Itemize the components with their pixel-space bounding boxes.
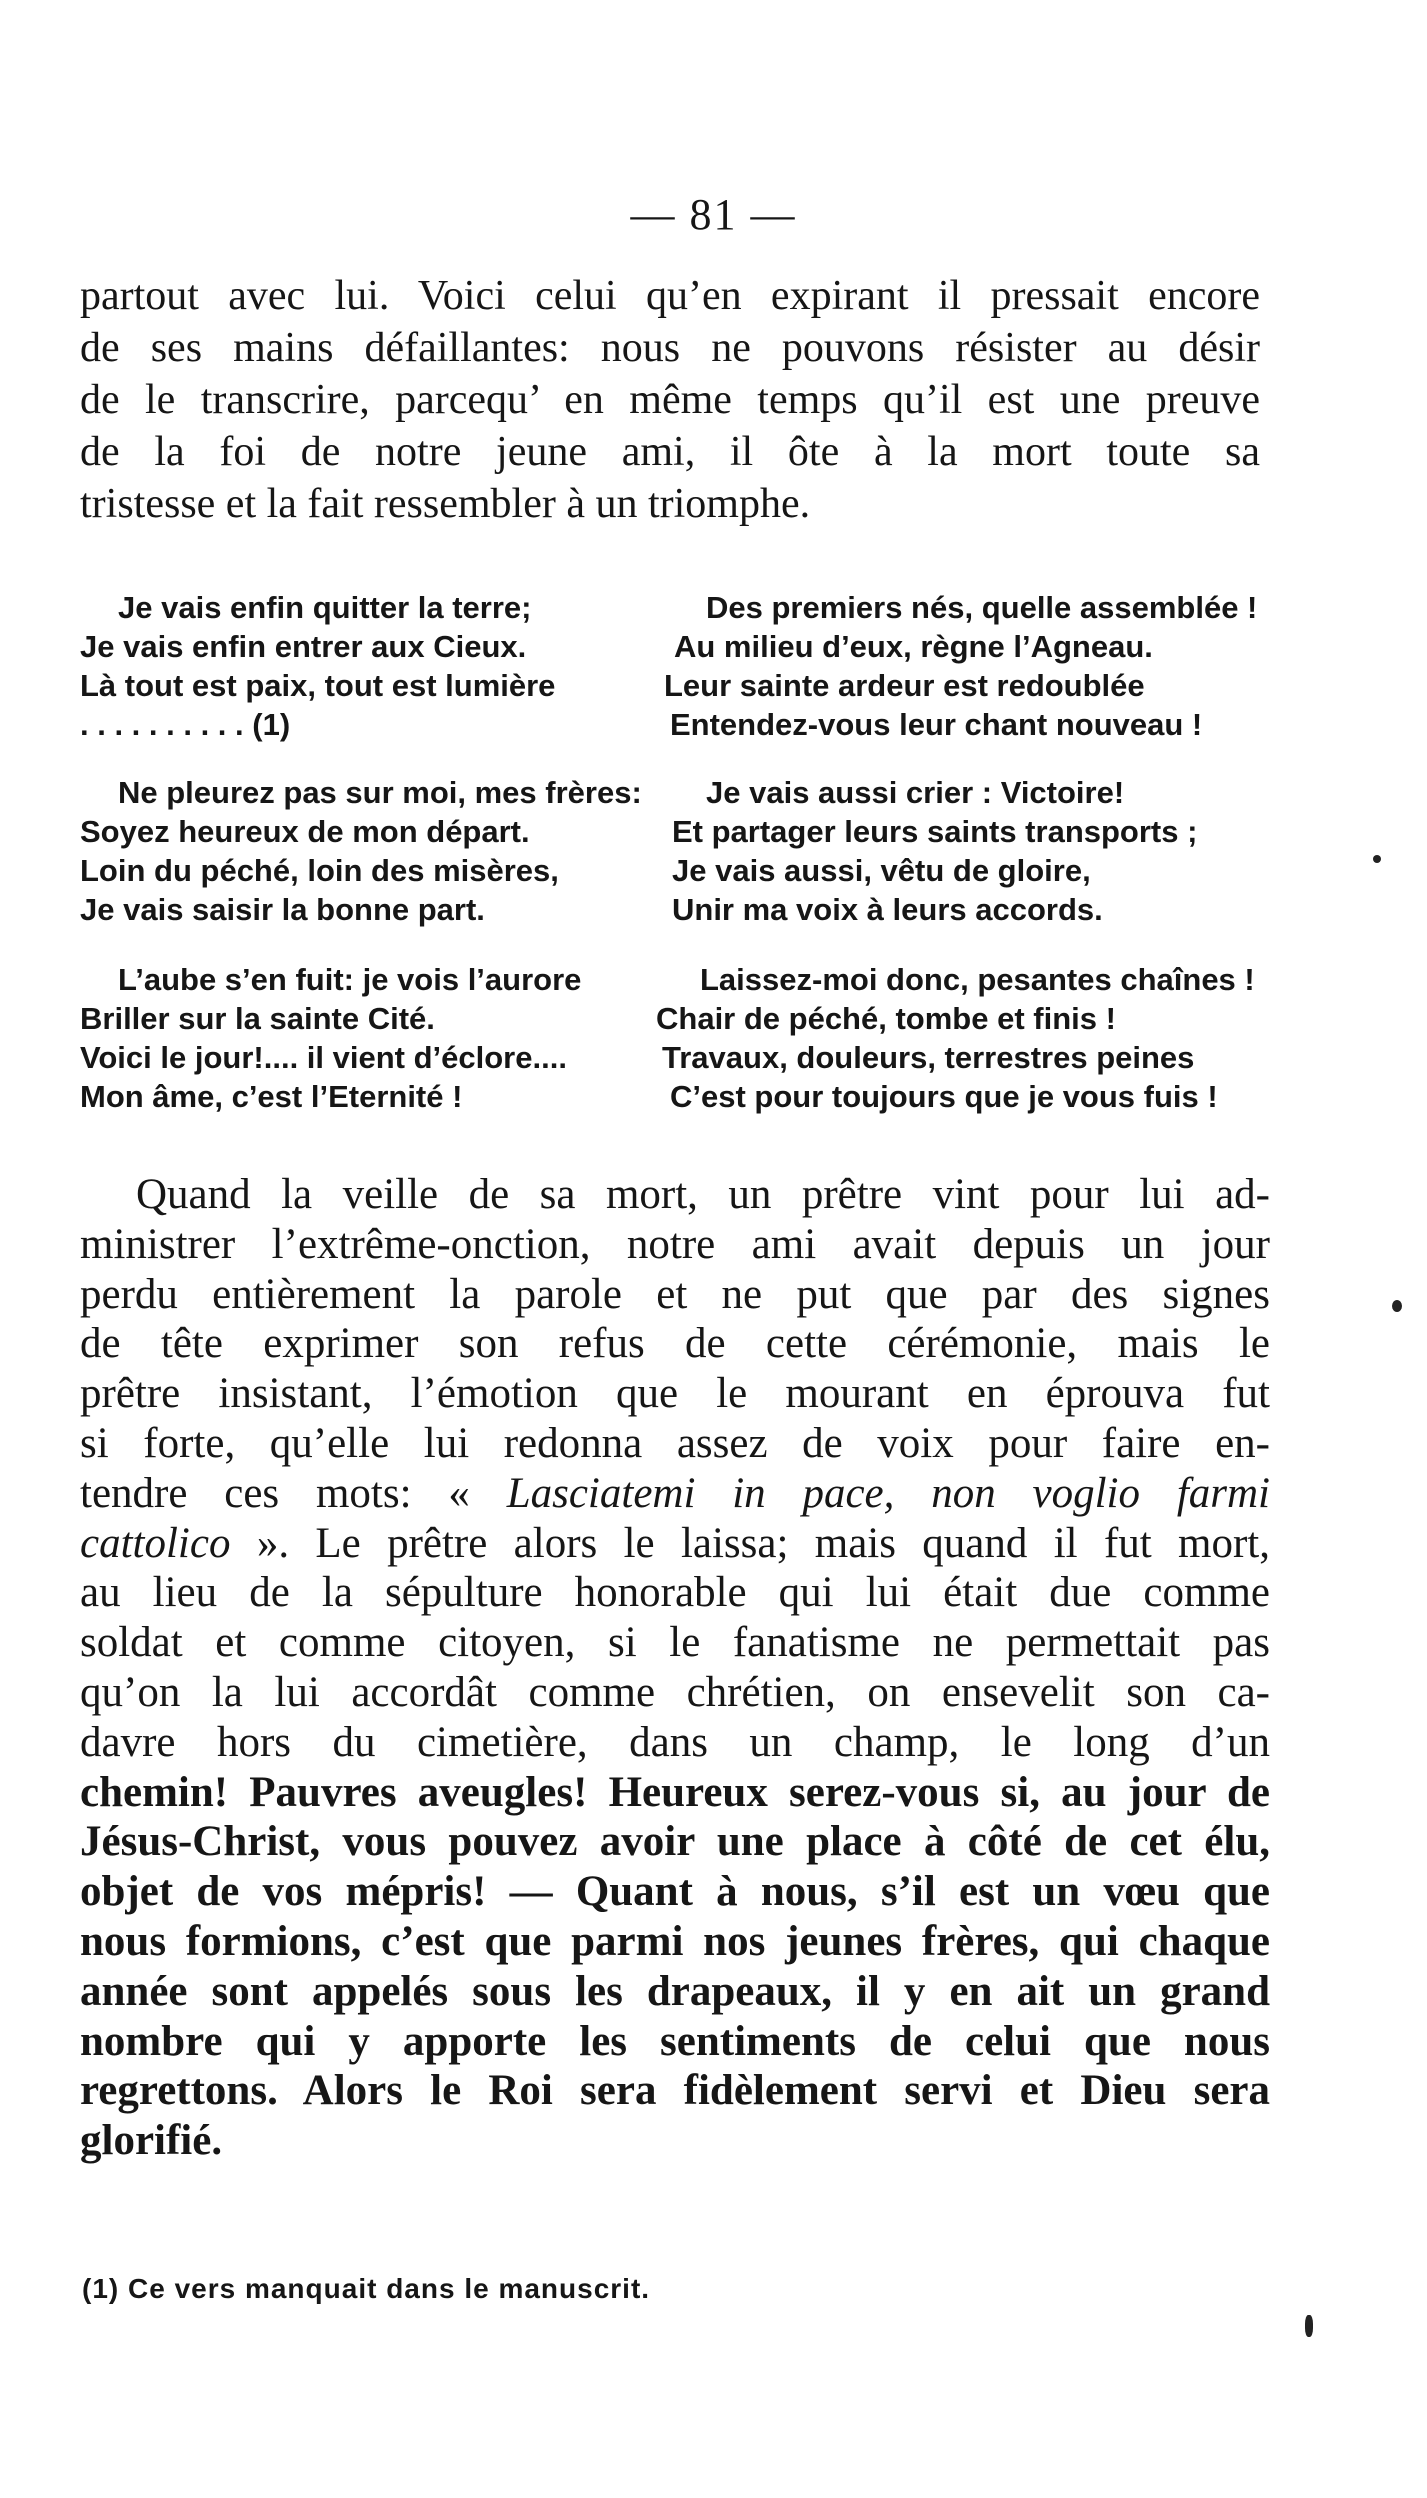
body-paragraph bbox=[80, 1170, 1270, 2166]
text-line: soldat et comme citoyen, si le fanatisme ne permettait pas bbox=[80, 1619, 1270, 1667]
verse-line: Laissez-moi donc, pesantes chaînes ! bbox=[700, 962, 1255, 997]
text-line: objet de vos mépris! — Quant à nous, s’il est un vœu que bbox=[80, 1868, 1270, 1916]
verse-line: Je vais aussi crier : Victoire! bbox=[706, 775, 1125, 810]
italian-quote: Lasciatemi in pace, non voglio farmi bbox=[506, 1469, 1270, 1517]
verse-line: Mon âme, c’est l’Eternité ! bbox=[80, 1079, 463, 1114]
verse-line: Je vais saisir la bonne part. bbox=[80, 892, 485, 927]
verse-line: Soyez heureux de mon départ. bbox=[80, 814, 530, 849]
text-line bbox=[80, 1469, 1270, 1519]
text-line: glorifié. bbox=[80, 2117, 223, 2165]
text-line: qu’on la lui accordât comme chrétien, on ensevelit son ca- bbox=[80, 1668, 1270, 1716]
poem-stanza-1-left bbox=[80, 588, 555, 744]
verse-line: Travaux, douleurs, terrestres peines bbox=[662, 1040, 1195, 1075]
text-line: perdu entièrement la parole et ne put que par des signes bbox=[80, 1270, 1270, 1318]
ink-speck bbox=[1305, 2315, 1313, 2337]
poem-stanza-1-right bbox=[662, 588, 1257, 744]
text-line: de le transcrire, parcequ’ en même temps qu’il est une preuve bbox=[80, 377, 1260, 423]
italian-quote-end: cattolico bbox=[80, 1519, 231, 1567]
verse-line: Là tout est paix, tout est lumière bbox=[80, 668, 556, 703]
text-line: de la foi de notre jeune ami, il ôte à la mort toute sa bbox=[80, 429, 1260, 475]
text-line bbox=[80, 1519, 1270, 1569]
text-line: regrettons. Alors le Roi sera fidèlement servi et Dieu sera bbox=[80, 2067, 1270, 2115]
text-line: nombre qui y apporte les sentiments de celui que nous bbox=[80, 2017, 1270, 2065]
page-number: — 81 — bbox=[630, 190, 797, 239]
text-line: au lieu de la sépulture honorable qui lui était due comme bbox=[80, 1569, 1270, 1617]
text-line: année sont appelés sous les drapeaux, il y en ait un grand bbox=[80, 1967, 1270, 2015]
verse-line: Briller sur la sainte Cité. bbox=[80, 1001, 435, 1036]
text-segment: ». Le prêtre alors le laissa; mais quand il fut mort, bbox=[256, 1519, 1270, 1567]
text-line: de tête exprimer son refus de cette cérémonie, mais le bbox=[80, 1320, 1270, 1368]
poem-stanza-3-left bbox=[80, 960, 581, 1116]
text-line: ministrer l’extrême-onction, notre ami avait depuis un jour bbox=[80, 1220, 1270, 1268]
intro-paragraph bbox=[80, 270, 1260, 530]
poem-stanza-2-right bbox=[672, 773, 1197, 929]
verse-line: Entendez-vous leur chant nouveau ! bbox=[670, 707, 1203, 742]
text-line: de ses mains défaillantes: nous ne pouvons résister au désir bbox=[80, 325, 1260, 371]
verse-line: Je vais aussi, vêtu de gloire, bbox=[672, 853, 1091, 888]
text-segment: tendre ces mots: « bbox=[80, 1469, 470, 1517]
text-line: partout avec lui. Voici celui qu’en expirant il pressait encore bbox=[80, 273, 1260, 319]
verse-line: C’est pour toujours que je vous fuis ! bbox=[670, 1079, 1218, 1114]
poem-stanza-3-right bbox=[656, 960, 1255, 1116]
verse-line: . . . . . . . . . . (1) bbox=[80, 707, 291, 742]
poem-stanza-2-left bbox=[80, 773, 642, 929]
verse-line: Leur sainte ardeur est redoublée bbox=[664, 668, 1145, 703]
verse-line: Unir ma voix à leurs accords. bbox=[672, 892, 1103, 927]
text-line: davre hors du cimetière, dans un champ, le long d’un bbox=[80, 1718, 1270, 1766]
verse-line: Et partager leurs saints transports ; bbox=[672, 814, 1198, 849]
verse-line: Ne pleurez pas sur moi, mes frères: bbox=[118, 775, 642, 810]
footnote: (1) Ce vers manquait dans le manuscrit. bbox=[82, 2273, 651, 2304]
ink-speck bbox=[1373, 855, 1381, 863]
verse-line: Des premiers nés, quelle assemblée ! bbox=[706, 590, 1258, 625]
ink-speck bbox=[1392, 1300, 1402, 1312]
text-line: Jésus-Christ, vous pouvez avoir une place à côté de cet élu, bbox=[80, 1818, 1270, 1866]
text-line: Quand la veille de sa mort, un prêtre vint pour lui ad- bbox=[136, 1171, 1270, 1218]
verse-line: Je vais enfin entrer aux Cieux. bbox=[80, 629, 527, 664]
text-line: tristesse et la fait ressembler à un triomphe. bbox=[80, 481, 811, 527]
text-line: si forte, qu’elle lui redonna assez de voix pour faire en- bbox=[80, 1419, 1270, 1467]
verse-line: L’aube s’en fuit: je vois l’aurore bbox=[118, 962, 582, 997]
verse-line: Au milieu d’eux, règne l’Agneau. bbox=[674, 629, 1153, 664]
text-line: nous formions, c’est que parmi nos jeunes frères, qui chaque bbox=[80, 1917, 1270, 1965]
text-line: prêtre insistant, l’émotion que le mourant en éprouva fut bbox=[80, 1370, 1270, 1418]
text-line: chemin! Pauvres aveugles! Heureux serez-vous si, au jour de bbox=[80, 1768, 1270, 1816]
verse-line: Voici le jour!.... il vient d’éclore.... bbox=[80, 1040, 567, 1075]
verse-line: Loin du péché, loin des misères, bbox=[80, 853, 559, 888]
verse-line: Je vais enfin quitter la terre; bbox=[118, 590, 532, 625]
verse-line: Chair de péché, tombe et finis ! bbox=[656, 1001, 1116, 1036]
